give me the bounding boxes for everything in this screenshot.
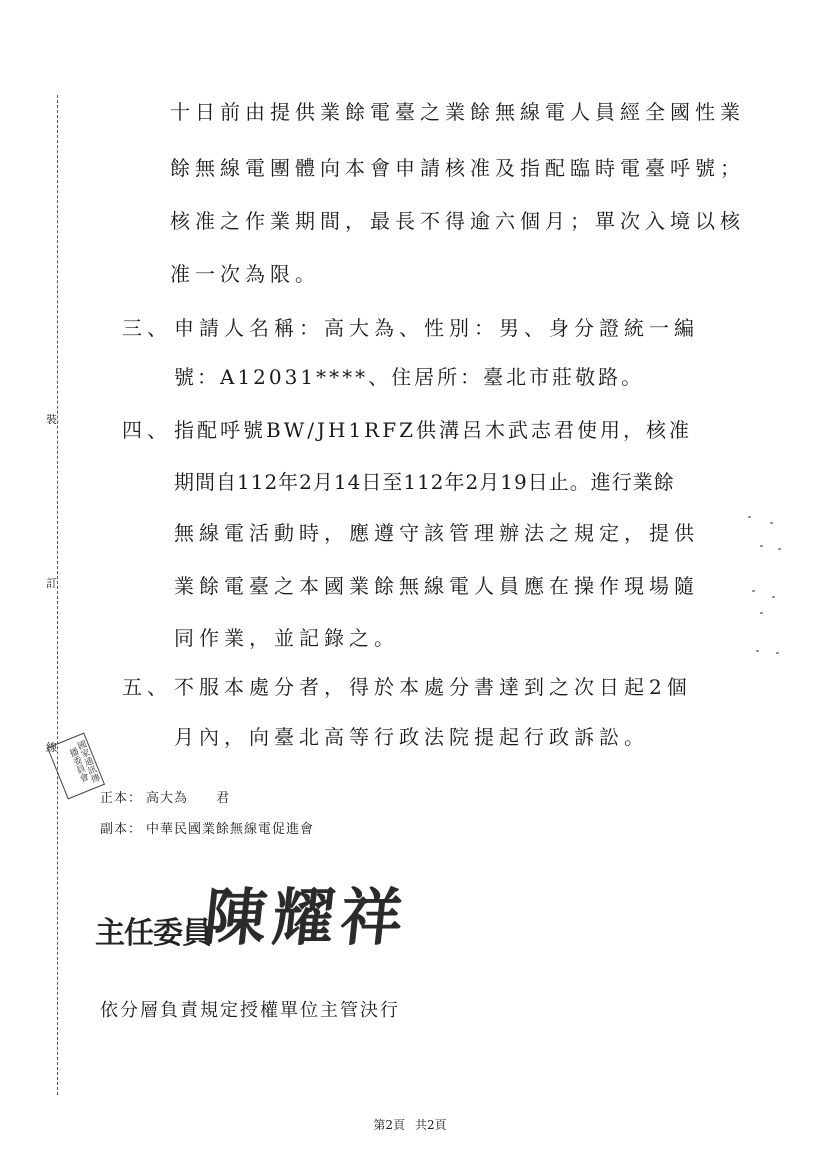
body-line: 核准之作業期間，最長不得逾六個月；單次入境以核: [170, 209, 745, 233]
body-line: 不服本處分者，得於本處分書達到之次日起2個: [174, 675, 692, 699]
body-line: 同作業，並記錄之。: [174, 626, 399, 650]
binding-line: [57, 95, 58, 1095]
binding-mark-bottom: 線: [46, 741, 57, 754]
page-total: 共2頁: [415, 1118, 447, 1132]
scan-speckle: [778, 548, 781, 550]
body-line: 月內，向臺北高等行政法院提起行政訴訟。: [174, 725, 649, 749]
scan-speckle: [770, 522, 773, 524]
signer-signature: 陳耀祥: [200, 881, 413, 954]
seal-stamp: 國家通訊傳播委員會: [47, 733, 105, 800]
delegation-note: 依分層負責規定授權單位主管決行: [100, 1000, 400, 1021]
scan-speckle: [760, 545, 763, 547]
copy-name: 中華民國業餘無線電促進會: [146, 822, 315, 837]
signer-title: 主任委員: [95, 916, 211, 951]
binding-mark-middle: 訂: [46, 577, 57, 590]
scan-speckle: [760, 612, 763, 614]
scan-speckle: [776, 652, 779, 654]
scan-speckle: [752, 590, 755, 592]
item-number: 三、: [122, 316, 172, 340]
page-number: 第2頁: [373, 1118, 405, 1132]
original-suffix: 君: [216, 791, 231, 806]
binding-mark-top: 裝: [46, 413, 57, 426]
item-number: 四、: [122, 418, 172, 442]
body-line: 號：A12031****、住居所：臺北市莊敬路。: [174, 365, 645, 389]
page-footer: [0, 1116, 820, 1133]
body-line: 准一次為限。: [170, 262, 320, 286]
body-line: 業餘電臺之本國業餘無線電人員應在操作現場隨: [174, 574, 699, 598]
body-line: 指配呼號BW/JH1RFZ供溝呂木武志君使用，核准: [174, 418, 693, 442]
original-name: 高大為: [146, 791, 189, 806]
scan-speckle: [756, 650, 759, 652]
copy-recipient: [100, 818, 314, 837]
copy-label: 副本：: [100, 822, 143, 837]
body-line: 無線電活動時，應遵守該管理辦法之規定，提供: [174, 521, 699, 545]
body-line: 餘無線電團體向本會申請核准及指配臨時電臺呼號；: [170, 156, 745, 180]
scan-speckle: [748, 516, 751, 518]
original-label: 正本：: [100, 791, 143, 806]
body-line: 申請人名稱：高大為、性別：男、身分證統一編: [174, 316, 699, 340]
body-line: 期間自112年2月14日至112年2月19日止。進行業餘: [174, 470, 675, 494]
item-number: 五、: [122, 675, 172, 699]
body-line: 十日前由提供業餘電臺之業餘無線電人員經全國性業: [170, 100, 745, 124]
scan-speckle: [772, 596, 775, 598]
original-recipient: [100, 787, 230, 806]
